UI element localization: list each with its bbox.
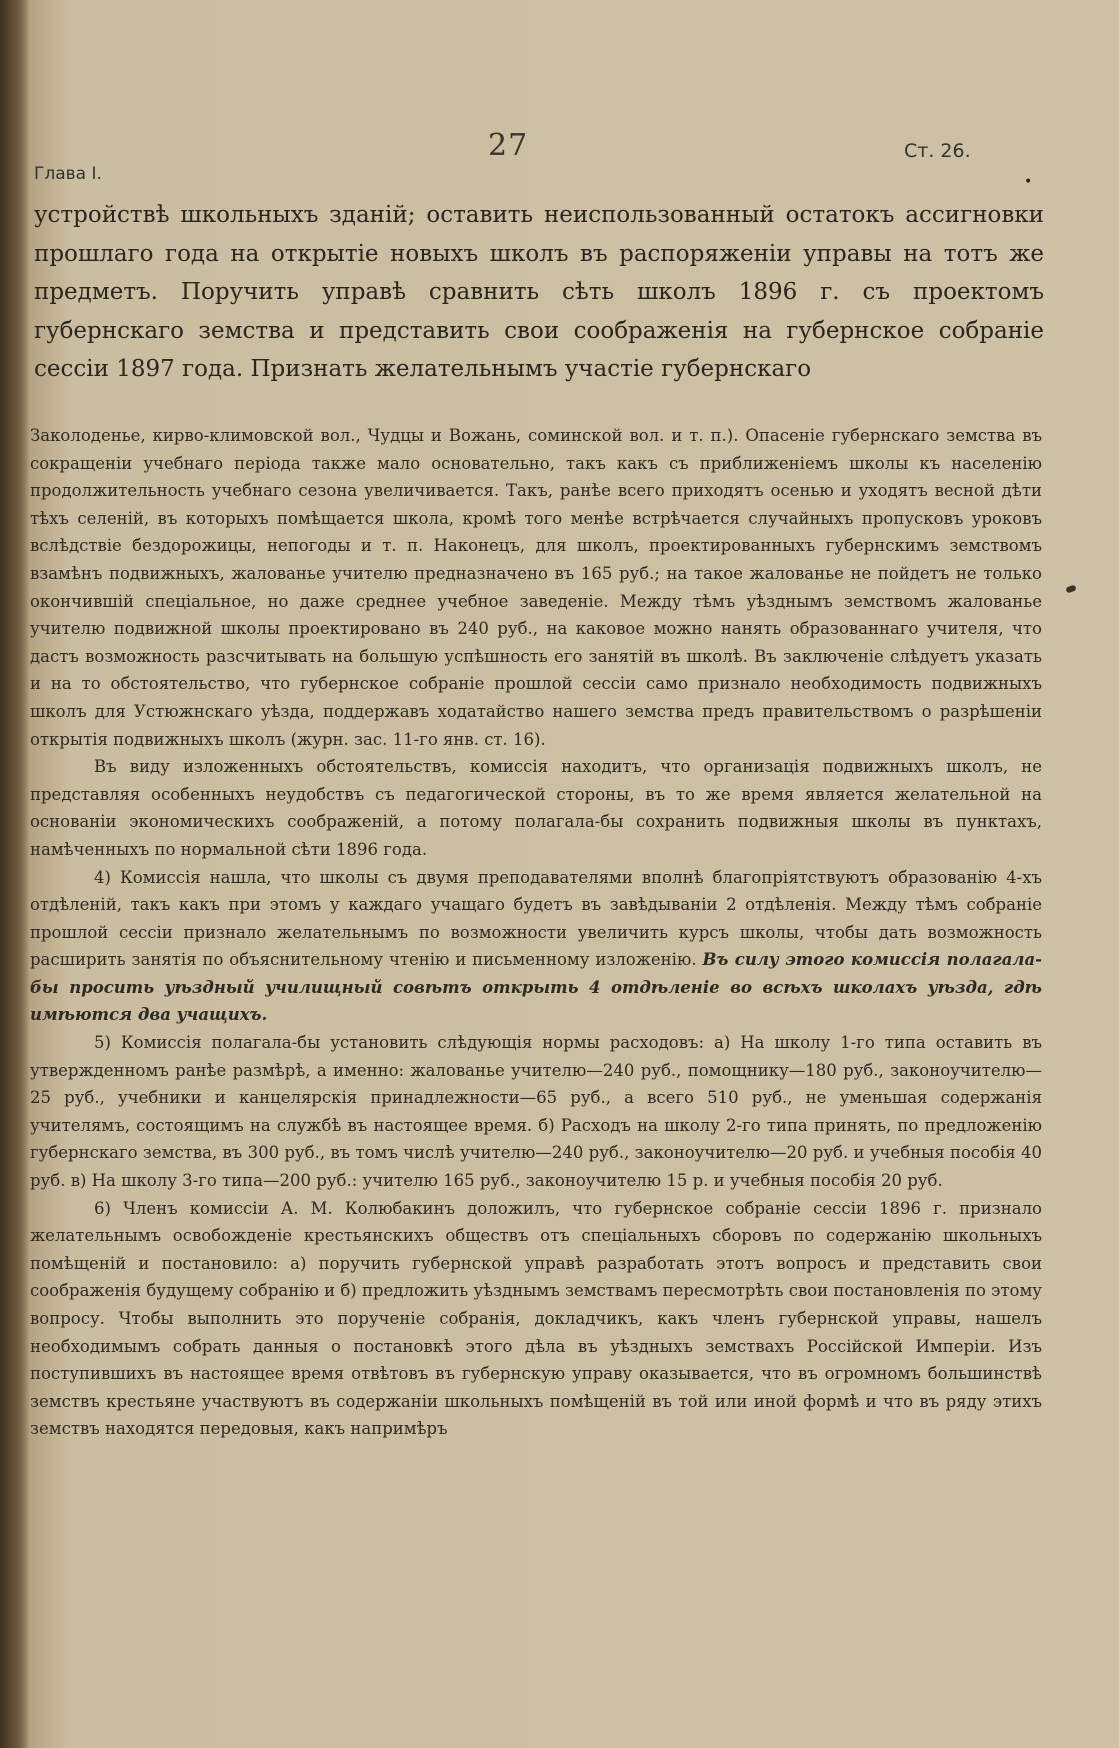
paragraph-2: Въ виду изложенныхъ обстоятельствъ, комиссія находитъ, что организація подвижныхъ школъ, не представляя особенныхъ неудобствъ съ педагогической стороны, въ то же время является желательной на основаніи экономическихъ соображеній, а потому полагала-бы сохранить подвижныя школы въ пунктахъ, намѣченныхъ по нормальной сѣти 1896 года. <box>30 757 1042 859</box>
article-reference: Ст. 26. <box>904 140 971 162</box>
paragraph-1: Заколоденье, кирво-климовской вол., Чудцы и Вожань, соминской вол. и т. п.). Опасеніе губернскаго земства въ сокращеніи учебнаго періода также мало основательно, такъ какъ съ приближеніемъ школы къ населенію продолжительность учебнаго сезона увеличивается. Такъ, ранѣе всего приходятъ осенью и уходятъ весной дѣти тѣхъ селеній, въ которыхъ помѣщается школа, кромѣ того менѣе встрѣчается случайныхъ пропусковъ уроковъ вслѣдствіе бездорожицы, непогоды и т. п. Наконецъ, для школъ, проектированныхъ губернскимъ земствомъ взамѣнъ подвижныхъ, жалованье учителю предназначено въ 165 руб.; на такое жалованье не пойдетъ не только окончившій спеціальное, но даже среднее учебное заведеніе. Между тѣмъ уѣзднымъ земствомъ жалованье учителю подвижной школы проектировано въ 240 руб., на каковое можно нанять образованнаго учителя, что дастъ возможность разсчитывать на большую успѣшность его занятій въ школѣ. Въ заключеніе слѣдуетъ указать и на то обстоятельство, что губернское собраніе прошлой сессіи само признало необходимость подвижныхъ школъ для Устюжнскаго уѣзда, поддержавъ ходатайство нашего земства предъ правительствомъ о разрѣшеніи открытія подвижныхъ школъ (журн. зас. 11-го янв. ст. 16). <box>30 426 1042 749</box>
paragraph-5: 6) Членъ комиссіи А. М. Колюбакинъ доложилъ, что губернское собраніе сессіи 1896 г. признало желательнымъ освобожденіе крестьянскихъ обществъ отъ спеціальныхъ сборовъ по содержанію школьныхъ помѣщеній и постановило: а) поручить губернской управѣ разработать этотъ вопросъ и представить свои соображенія будущему собранію и б) предложить уѣзднымъ земствамъ пересмотрѣть свои постановленія по этому вопросу. Чтобы выполнить это порученіе собранія, докладчикъ, какъ членъ губернской управы, нашелъ необходимымъ собрать данныя о постановкѣ этого дѣла въ уѣздныхъ земствахъ Россійской Имперіи. Изъ поступившихъ въ настоящее время отвѣтовъ въ губернскую управу оказывается, что въ огромномъ большинствѣ земствъ крестьяне участвуютъ въ содержаніи школьныхъ помѣщеній въ той или иной формѣ и что въ ряду этихъ земствъ находятся передовыя, какъ напримѣръ <box>30 1198 1042 1439</box>
lead-paragraph-text: устройствѣ школьныхъ зданій; оставить неиспользованный остатокъ ассигновки прошлаго года на открытіе новыхъ школъ въ распоряженіи управы на тотъ же предметъ. Поручить управѣ сравнить сѣть школъ 1896 г. съ проектомъ губернскаго земства и представить свои соображенія на губернское собраніе сессіи 1897 года. Признать желательнымъ участіе губернскаго <box>34 202 1044 382</box>
book-binding-edge <box>0 0 30 1748</box>
footnote-body <box>30 422 1042 1443</box>
page-number: 27 <box>488 128 529 163</box>
paragraph-3 <box>30 864 1042 1030</box>
printed-dot: • <box>1024 174 1033 190</box>
ink-smudge <box>1065 584 1076 593</box>
paragraph-3-italic: Въ силу этого комиссія полагала-бы просить уѣздный училищный совѣтъ открыть 4 отдѣленіе во всѣхъ школахъ уѣзда, гдѣ имѣются два учащихъ. <box>30 950 1042 1025</box>
paragraph-4: 5) Комиссія полагала-бы установить слѣдующія нормы расходовъ: а) На школу 1-го типа оставить въ утвержденномъ ранѣе размѣрѣ, а именно: жалованье учителю—240 руб., помощнику—180 руб., законоучителю—25 руб., учебники и канцелярскія принадлежности—65 руб., а всего 510 руб., не уменьшая содержанія учителямъ, состоящимъ на службѣ въ настоящее время. б) Расходъ на школу 2-го типа принять, по предложенію губернскаго земства, въ 300 руб., въ томъ числѣ учителю—240 руб., законоучителю—20 руб. и учебныя пособія 40 руб. в) На школу 3-го типа—200 руб.: учителю 165 руб., законоучителю 15 р. и учебныя пособія 20 руб. <box>30 1033 1042 1191</box>
page-header <box>0 128 1119 190</box>
lead-paragraph <box>34 196 1044 389</box>
chapter-label: Глава I. <box>34 164 102 184</box>
paragraph-3-text: 4) Комиссія нашла, что школы съ двумя преподавателями вполнѣ благопріятствуютъ образованію 4-хъ отдѣленій, такъ какъ при этомъ у каждаго учащаго будетъ въ завѣдываніи 2 отдѣленія. Между тѣмъ собраніе прошлой сессіи признало желательнымъ по возможности увеличить курсъ школы, чтобы дать возможность расширить занятія по объяснительному чтенію и письменному изложенію. <box>30 867 1042 970</box>
